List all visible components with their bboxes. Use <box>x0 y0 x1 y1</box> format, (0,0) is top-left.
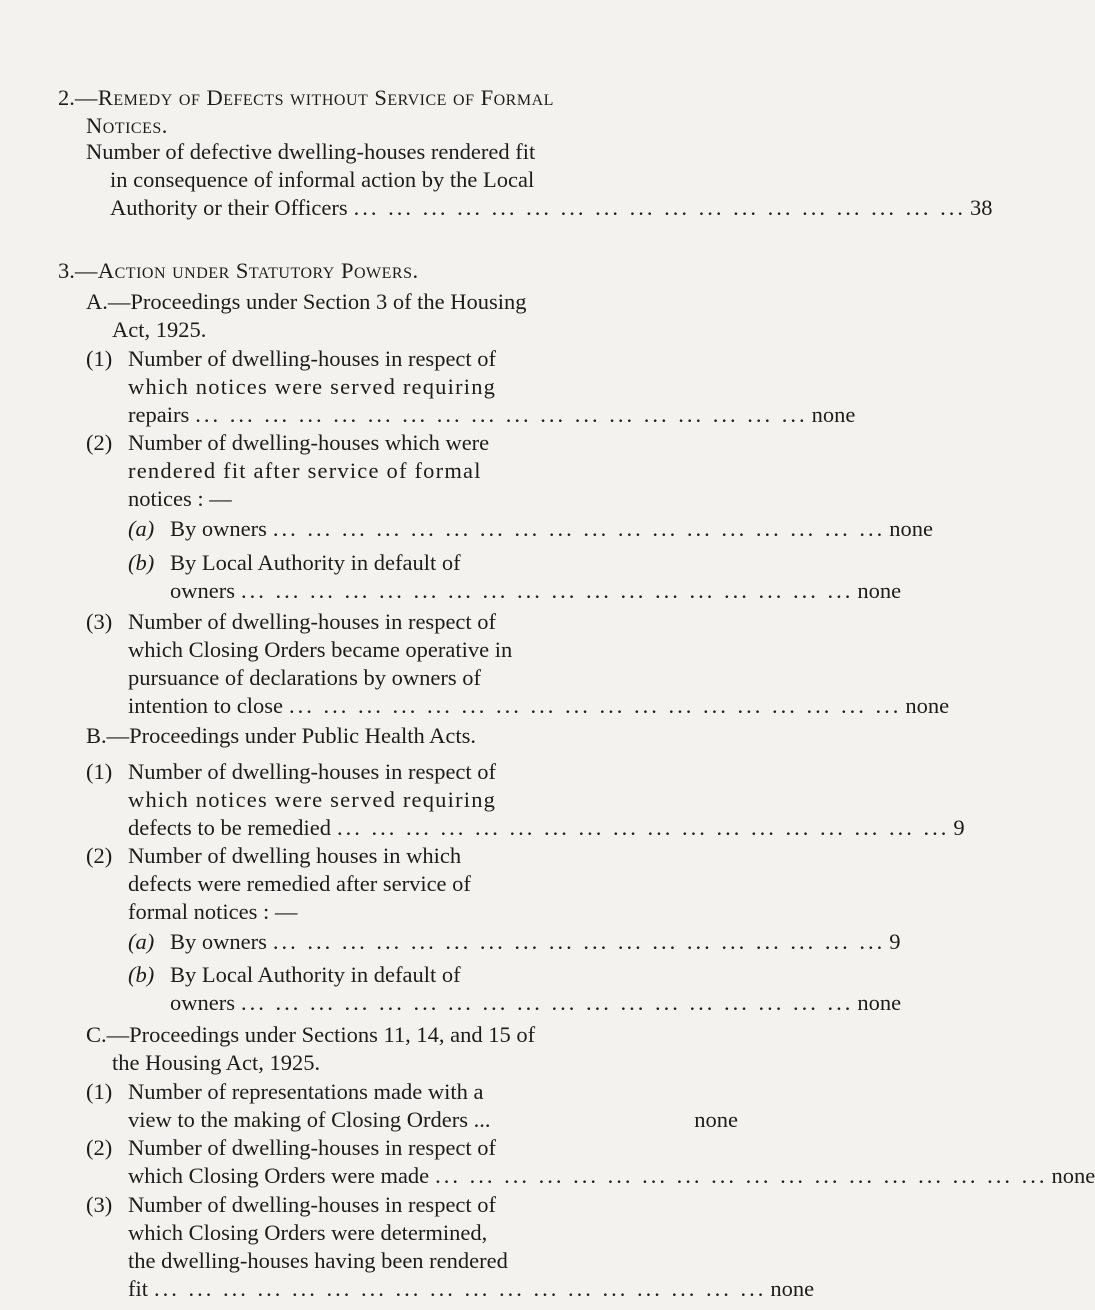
item-value: none <box>857 990 902 1015</box>
item-text: defects to be remedied <box>128 815 332 840</box>
subsection-title-cont: the Housing Act, 1925. <box>112 1050 321 1075</box>
item-text: Authority or their Officers <box>110 195 348 220</box>
subitem-text: By Local Authority in default of <box>170 962 461 987</box>
item-text: which notices were served requiring <box>128 374 497 399</box>
item-text: in consequence of informal action by the Local <box>110 167 535 192</box>
subitem-text: By owners <box>170 929 267 954</box>
item-text: Number of dwelling-houses which were <box>128 430 490 455</box>
item-text: which notices were served requiring <box>128 787 497 812</box>
item-number: (2) <box>86 430 113 455</box>
subitem-text: By owners <box>170 516 267 541</box>
b-item-2 <box>86 842 738 926</box>
item-text: Number of dwelling-houses in respect of <box>128 609 497 634</box>
item-value: none <box>811 402 856 427</box>
item-text: pursuance of declarations by owners of <box>128 665 482 690</box>
item-value: none <box>857 578 902 603</box>
section-2-heading <box>58 84 738 140</box>
item-value: 9 <box>953 815 965 840</box>
item-number: (1) <box>86 346 113 371</box>
section-number: 3. <box>58 258 75 283</box>
section-title-cont: Notices. <box>86 113 168 138</box>
c-item-3 <box>86 1191 815 1303</box>
item-text: Number of dwelling-houses in respect of <box>128 759 497 784</box>
a-item-3 <box>86 608 950 720</box>
item-text: which Closing Orders were made <box>128 1163 430 1188</box>
section-number: 2. <box>58 85 75 110</box>
leader-dots: ... ... ... ... ... ... ... ... ... ... ... ... ... ... ... ... ... ... <box>272 929 886 954</box>
item-text: defects were remedied after service of <box>128 871 471 896</box>
item-value: none <box>905 693 950 718</box>
leader-dots: ... ... ... ... ... ... ... ... ... ... ... ... ... ... ... ... ... ... <box>195 402 808 427</box>
item-text: view to the making of Closing Orders ... <box>128 1107 491 1132</box>
subsection-label: B. <box>86 723 107 748</box>
leader-dots: ... ... ... ... ... ... ... ... ... ... ... ... ... ... ... ... ... ... <box>337 815 950 840</box>
subsection-title: —Proceedings under Sections 11, 14, and 15 of <box>106 1022 536 1047</box>
subsection-label: A. <box>86 289 108 314</box>
c-item-1 <box>86 1078 738 1134</box>
item-number: (3) <box>86 1192 113 1217</box>
item-text: intention to close <box>128 693 283 718</box>
item-text: the dwelling-houses having been rendered <box>128 1248 508 1273</box>
item-text: Number of dwelling-houses in respect of <box>128 346 497 371</box>
item-text: rendered fit after service of formal <box>128 458 482 483</box>
subitem-label: (a) <box>128 929 155 954</box>
subsection-c-heading <box>86 1021 738 1077</box>
leader-dots: ... ... ... ... ... ... ... ... ... ... ... ... ... ... ... ... ... ... <box>272 516 886 541</box>
leader-dots: ... ... ... ... ... ... ... ... ... ... ... ... ... ... ... ... ... ... <box>288 693 902 718</box>
leader-dots: ... ... ... ... ... ... ... ... ... ... ... ... ... ... ... ... ... ... <box>240 578 854 603</box>
item-value: 38 <box>970 195 993 220</box>
item-value: none <box>889 516 933 541</box>
item-text: Number of dwelling houses in which <box>128 843 462 868</box>
subitem-label: (b) <box>128 962 155 987</box>
item-text: formal notices : — <box>128 899 298 924</box>
a-item-2 <box>86 429 738 513</box>
item-value: none <box>770 1276 815 1301</box>
subitem-label: (a) <box>128 516 155 541</box>
b-item-1 <box>86 758 965 842</box>
subsection-title: —Proceedings under Section 3 of the Housing <box>107 289 527 314</box>
leader-dots: ... ... ... ... ... ... ... ... ... ... ... ... ... ... ... ... ... ... <box>353 195 967 220</box>
a-item-2b <box>128 549 902 605</box>
subitem-text: owners <box>170 990 235 1015</box>
section-title: —Action under Statutory Powers. <box>74 258 419 283</box>
c-item-2 <box>86 1134 1095 1190</box>
leader-dots: ... ... ... ... ... ... ... ... ... ... ... ... ... ... ... ... ... ... <box>240 990 854 1015</box>
item-text: repairs <box>128 402 190 427</box>
item-number: (2) <box>86 843 113 868</box>
section-title: —Remedy of Defects without Service of Formal <box>74 85 554 110</box>
section-2-item <box>86 138 993 222</box>
item-text: which Closing Orders became operative in <box>128 637 513 662</box>
a-item-2a <box>128 515 933 543</box>
item-text: notices : — <box>128 486 232 511</box>
section-3-heading <box>58 257 738 285</box>
b-item-2a <box>128 928 901 956</box>
subsection-b-heading <box>86 722 738 750</box>
item-text: Number of defective dwelling-houses rendered fit <box>86 139 536 164</box>
item-text: Number of dwelling-houses in respect of <box>128 1135 497 1160</box>
item-value: 9 <box>889 929 901 954</box>
item-number: (1) <box>86 1079 113 1104</box>
subsection-a-heading <box>86 288 738 344</box>
a-item-1 <box>86 345 856 429</box>
subsection-label: C. <box>86 1022 107 1047</box>
item-text: fit <box>128 1276 148 1301</box>
item-text: which Closing Orders were determined, <box>128 1220 488 1245</box>
subsection-title-cont: Act, 1925. <box>112 317 207 342</box>
item-value: none <box>1051 1163 1095 1188</box>
leader-dots: ... ... ... ... ... ... ... ... ... ... ... ... ... ... ... ... ... ... <box>154 1276 767 1301</box>
item-number: (2) <box>86 1135 113 1160</box>
subsection-title: —Proceedings under Public Health Acts. <box>106 723 476 748</box>
item-number: (3) <box>86 609 113 634</box>
item-text: Number of dwelling-houses in respect of <box>128 1192 497 1217</box>
item-text: Number of representations made with a <box>128 1079 484 1104</box>
subitem-text: owners <box>170 578 235 603</box>
item-value: none <box>694 1107 738 1132</box>
leader-dots: ... ... ... ... ... ... ... ... ... ... ... ... ... ... ... ... ... ... <box>435 1163 1048 1188</box>
b-item-2b <box>128 961 902 1017</box>
item-number: (1) <box>86 759 113 784</box>
subitem-label: (b) <box>128 550 155 575</box>
subitem-text: By Local Authority in default of <box>170 550 461 575</box>
